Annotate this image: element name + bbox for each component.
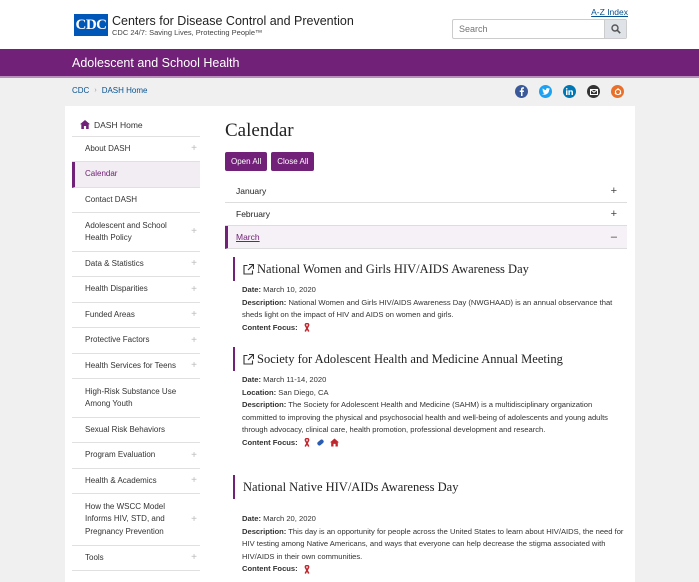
breadcrumb-separator-icon: ›	[94, 87, 97, 94]
event-title-link[interactable]: National Women and Girls HIV/AIDS Awareness Day	[257, 261, 529, 276]
description-label: Description:	[242, 297, 287, 307]
breadcrumb-dash-home[interactable]: DASH Home	[101, 86, 148, 95]
sidebar-item-data-statistics[interactable]	[72, 252, 200, 277]
event-description: This day is an opportunity for people across the United States to learn about HIV/AIDS, the need for HIV testing among Native Americans, and ways that everyone can help decrease the stigma associated with HIV/AIDS in their own communities.	[242, 526, 624, 561]
red-ribbon-icon	[303, 565, 311, 574]
search-input[interactable]	[453, 20, 604, 38]
sidebar-item-about-dash[interactable]	[72, 137, 200, 162]
sidebar-item-label: Protective Factors	[85, 335, 150, 345]
banner-title[interactable]: Adolescent and School Health	[72, 56, 240, 70]
sidebar-item-program-evaluation[interactable]	[72, 443, 200, 469]
event-item	[233, 347, 627, 450]
date-label: Date:	[242, 375, 261, 384]
expand-plus-icon[interactable]: +	[191, 283, 197, 295]
date-label: Date:	[242, 285, 261, 294]
accordion-january[interactable]	[225, 180, 627, 203]
event-date: March 11-14, 2020	[263, 375, 327, 384]
accordion-february[interactable]	[225, 203, 627, 226]
magnifier-icon	[611, 24, 621, 34]
event-title: National Native HIV/AIDs Awareness Day	[243, 479, 459, 494]
event-header	[233, 347, 627, 371]
sidebar-item-label: Data & Statistics	[85, 258, 144, 268]
external-link-icon	[243, 264, 254, 275]
event-location: San Diego, CA	[278, 387, 329, 397]
date-label: Date:	[242, 514, 261, 523]
red-ribbon-icon	[303, 323, 311, 332]
expand-plus-icon[interactable]: +	[191, 225, 197, 237]
event-header	[233, 475, 627, 499]
open-all-button[interactable]: Open All	[225, 152, 267, 171]
cdc-logo[interactable]: CDC	[74, 14, 108, 36]
sidebar-item-label: Health & Academics	[85, 475, 157, 485]
sidebar-item-label: Funded Areas	[85, 309, 135, 319]
event-item	[233, 257, 627, 334]
location-label: Location:	[242, 387, 277, 397]
search-box	[452, 19, 627, 39]
content-focus-label: Content Focus:	[242, 564, 298, 574]
event-details	[233, 374, 627, 450]
sidebar-item-health-disparities[interactable]	[72, 277, 200, 303]
org-tagline: CDC 24/7: Saving Lives, Protecting People™	[112, 28, 263, 37]
sidebar-item-label: Calendar	[85, 169, 118, 179]
expand-plus-icon[interactable]: +	[610, 185, 617, 197]
sidebar-item-sexual-risk[interactable]	[72, 418, 200, 443]
expand-plus-icon[interactable]: +	[191, 257, 197, 269]
expand-plus-icon[interactable]: +	[191, 513, 197, 525]
syndicate-icon[interactable]	[611, 85, 624, 98]
accordion-label: January	[236, 186, 267, 196]
event-date: March 10, 2020	[263, 285, 316, 294]
content-focus-label: Content Focus:	[242, 322, 298, 332]
sidebar-item-label: How the WSCC Model Informs HIV, STD, and Pregnancy Prevention	[85, 501, 166, 536]
nav-home-label: DASH Home	[94, 119, 143, 130]
expand-plus-icon[interactable]: +	[191, 359, 197, 371]
external-link-icon	[243, 354, 254, 365]
sidebar-item-wscc-model[interactable]	[72, 494, 200, 546]
sidebar-item-funded-areas[interactable]	[72, 303, 200, 328]
expand-plus-icon[interactable]: +	[610, 208, 617, 220]
sidebar-item-label: About DASH	[85, 143, 131, 153]
event-description: The Society for Adolescent Health and Medicine (SAHM) is a multidisciplinary organization committed to improving the physical and psychosocial health and well-being of adolescents and young adults through advocacy, clinical care, health promotion, professional development and research.	[242, 400, 608, 435]
sidebar-item-label: Sexual Risk Behaviors	[85, 424, 166, 434]
expand-plus-icon[interactable]: +	[191, 551, 197, 563]
event-date: March 20, 2020	[263, 514, 316, 523]
expand-plus-icon[interactable]: +	[191, 308, 197, 320]
expand-plus-icon[interactable]: +	[191, 449, 197, 461]
sidebar-item-label: Contact DASH	[85, 194, 138, 204]
linkedin-icon[interactable]	[563, 85, 576, 98]
accordion-label: March	[236, 232, 260, 242]
event-title-link[interactable]: Society for Adolescent Health and Medicine Annual Meeting	[257, 351, 563, 366]
sidebar-item-protective-factors[interactable]	[72, 328, 200, 354]
email-icon[interactable]	[587, 85, 600, 98]
org-name[interactable]: Centers for Disease Control and Prevention	[112, 14, 354, 28]
sidebar-item-health-services-teens[interactable]	[72, 354, 200, 379]
condom-pill-icon	[316, 438, 325, 447]
sidebar-item-tools[interactable]	[72, 546, 200, 571]
sidebar-item-contact-dash[interactable]	[72, 188, 200, 213]
breadcrumb-cdc[interactable]: CDC	[72, 86, 90, 95]
event-header	[233, 257, 627, 281]
accordion-label: February	[236, 209, 271, 219]
sidebar-item-label: Program Evaluation	[85, 450, 156, 460]
sidebar-item-calendar[interactable]	[72, 162, 200, 188]
accordion-march[interactable]	[225, 226, 627, 249]
event-description: National Women and Girls HIV/AIDS Awareness Day (NWGHAAD) is an annual observance that sheds light on the impact of HIV and AIDS on women and girls.	[242, 297, 613, 320]
event-item	[233, 475, 627, 576]
accordion-controls	[225, 152, 314, 171]
sidebar-item-label: Health Disparities	[85, 284, 148, 294]
left-nav	[72, 113, 200, 571]
search-button[interactable]	[604, 20, 626, 38]
event-details	[233, 513, 627, 576]
nav-home[interactable]	[72, 113, 200, 137]
expand-plus-icon[interactable]: +	[191, 334, 197, 346]
home-icon	[330, 438, 339, 447]
home-icon	[80, 120, 90, 129]
description-label: Description:	[242, 526, 287, 536]
site-banner	[0, 49, 699, 78]
sidebar-item-label: Tools	[85, 552, 104, 562]
main-content	[225, 120, 627, 166]
sidebar-item-policy[interactable]	[72, 213, 200, 252]
az-index-link[interactable]: A-Z Index	[591, 7, 628, 17]
expand-plus-icon[interactable]: +	[191, 474, 197, 486]
page-title: Calendar	[225, 120, 294, 141]
close-all-button[interactable]: Close All	[271, 152, 314, 171]
collapse-minus-icon[interactable]: –	[610, 231, 617, 243]
sidebar-item-label: Health Services for Teens	[85, 360, 177, 370]
site-header	[0, 0, 699, 49]
description-label: Description:	[242, 400, 287, 410]
event-details	[233, 284, 627, 334]
twitter-icon[interactable]	[539, 85, 552, 98]
social-share-bar	[515, 85, 624, 98]
sidebar-item-label: Adolescent and School Health Policy	[85, 220, 167, 242]
expand-plus-icon[interactable]: +	[191, 142, 197, 154]
sidebar-item-label: High-Risk Substance Use Among Youth	[85, 386, 177, 408]
sidebar-item-substance-use[interactable]	[72, 379, 200, 418]
sidebar-item-health-academics[interactable]	[72, 469, 200, 494]
red-ribbon-icon	[303, 438, 311, 447]
facebook-icon[interactable]	[515, 85, 528, 98]
content-focus-label: Content Focus:	[242, 437, 298, 447]
breadcrumb	[72, 86, 147, 95]
